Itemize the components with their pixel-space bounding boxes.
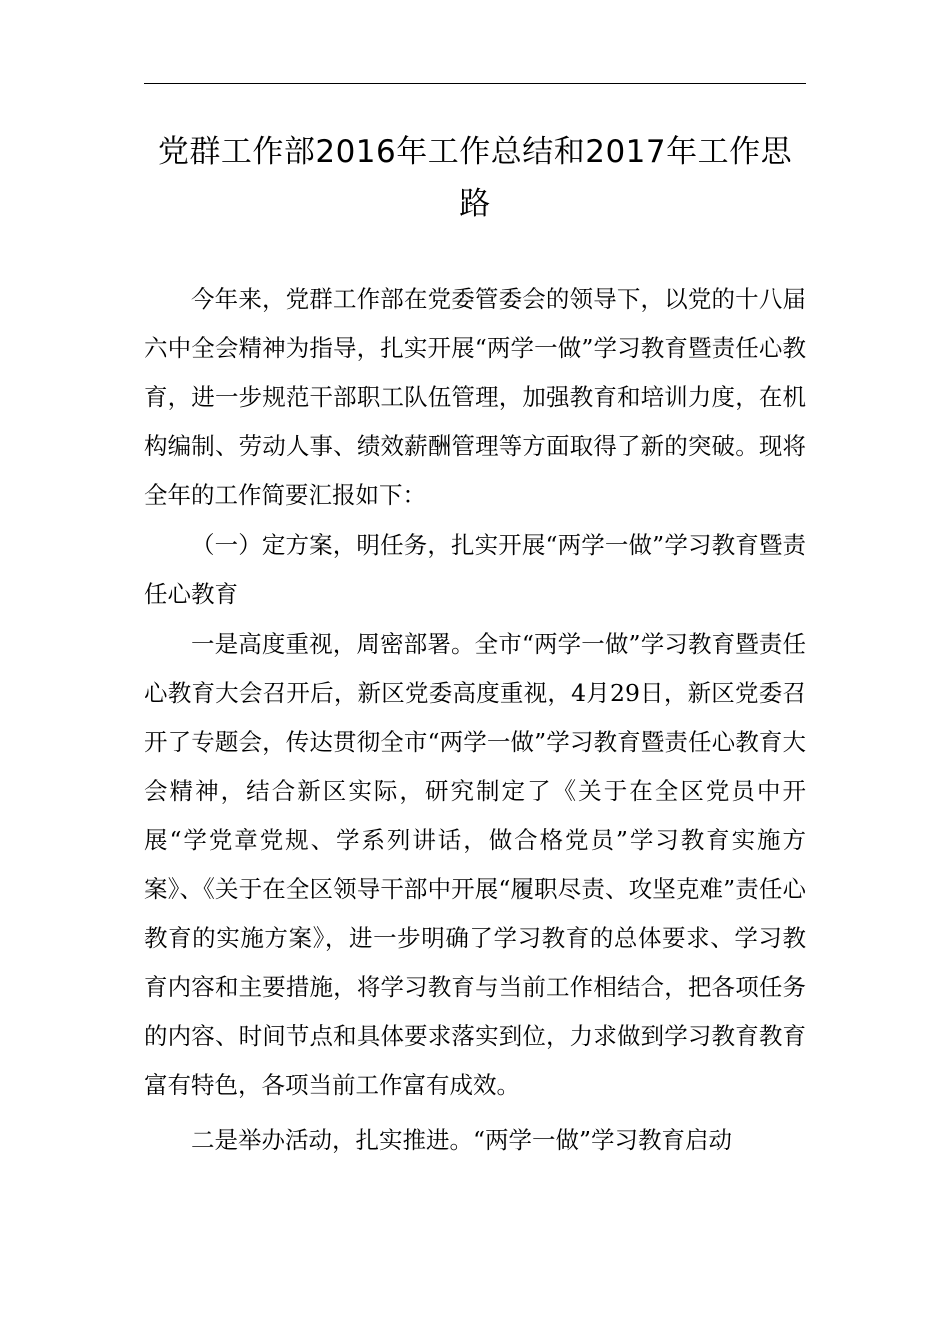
header-rule (144, 83, 806, 84)
section-heading-1: （一）定方案，明任务，扎实开展“两学一做”学习教育暨责任心教育 (144, 531, 806, 608)
paragraph-intro: 今年来，党群工作部在党委管委会的领导下，以党的十八届六中全会精神为指导，扎实开展“两学一做”学习教育暨责任心教育，进一步规范干部职工队伍管理，加强教育和培训力度，在机构编制、劳动人事、绩效薪酬管理等方面取得了新的突破。现将全年的工作简要汇报如下： (144, 285, 806, 509)
paragraph-point-2: 二是举办活动，扎实推进。“两学一做”学习教育启动 (191, 1126, 733, 1154)
paragraph-point-1: 一是高度重视，周密部署。全市“两学一做”学习教育暨责任心教育大会召开后，新区党委高度重视，4月29日，新区党委召开了专题会，传达贯彻全市“两学一做”学习教育暨责任心教育大会精神，结合新区实际，研究制定了《关于在全区党员中开展“学党章党规、学系列讲话，做合格党员”学习教育实施方案》、《关于在全区领导干部中开展“履职尽责、攻坚克难”责任心教育的实施方案》，进一步明确了学习教育的总体要求、学习教育内容和主要措施，将学习教育与当前工作相结合，把各项任务的内容、时间节点和具体要求落实到位，力求做到学习教育教育富有特色，各项当前工作富有成效。 (144, 630, 806, 1099)
document-body (144, 275, 806, 1166)
document-title: 党群工作部2016年工作总结和2017年工作思路 (157, 134, 793, 222)
